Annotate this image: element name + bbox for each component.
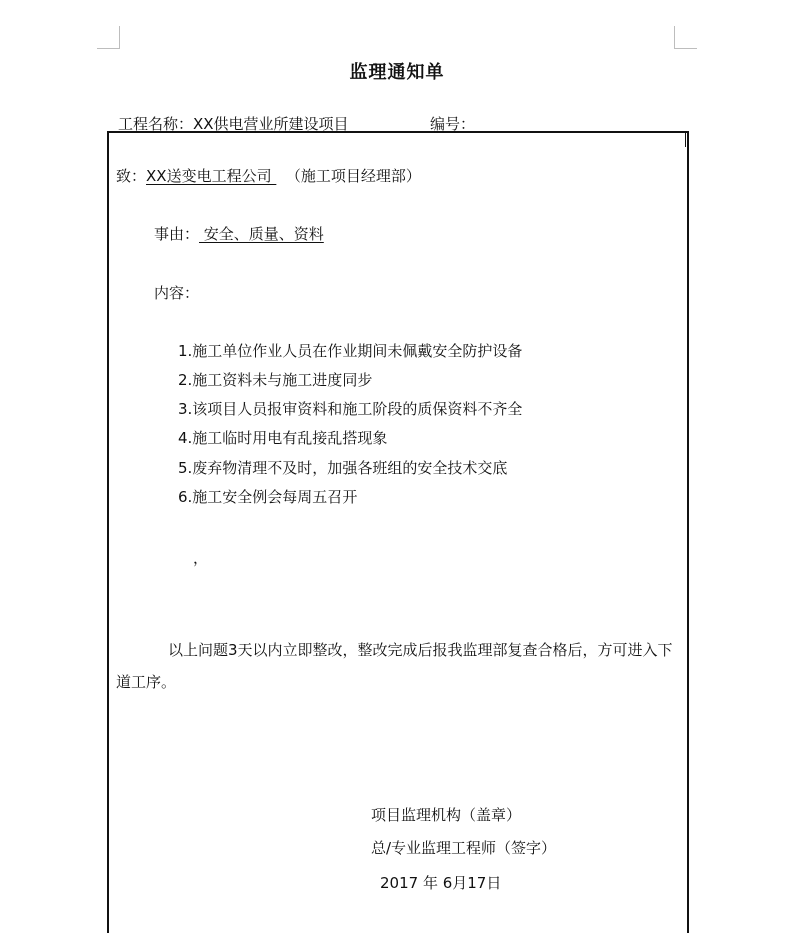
supervision-org-signature: 项目监理机构（盖章）: [371, 806, 522, 824]
recipient-department: （施工项目经理部）: [285, 167, 421, 185]
content-item: 4.施工临时用电有乱接乱搭现象: [178, 429, 388, 447]
issue-date: 2017 年 6月17日: [380, 874, 502, 892]
content-item: 5.废弃物清理不及时，加强各班组的安全技术交底: [178, 459, 508, 477]
engineer-signature: 总/专业监理工程师（签字）: [371, 839, 557, 857]
page-corner-mark-top-right: [674, 26, 697, 49]
reason-line: [154, 223, 324, 244]
project-name: 工程名称：XX供电营业所建设项目: [118, 115, 349, 133]
reason-label: 事由：: [154, 225, 200, 243]
page-corner-mark-top-left: [97, 26, 120, 49]
content-label: 内容：: [154, 284, 200, 302]
form-box-corner-tick: [685, 131, 686, 147]
document-number-label: 编号：: [430, 115, 476, 133]
content-item: 2.施工资料未与施工进度同步: [178, 371, 373, 389]
recipient-line: [116, 165, 421, 186]
reason-value: 安全、质量、资料: [199, 225, 324, 243]
content-item: 1.施工单位作业人员在作业期间未佩戴安全防护设备: [178, 342, 523, 360]
content-item: 3.该项目人员报审资料和施工阶段的质保资料不齐全: [178, 400, 523, 418]
content-item: 6.施工安全例会每周五召开: [178, 488, 358, 506]
conclusion-paragraph: 以上问题3天以内立即整改，整改完成后报我监理部复查合格后，方可进入下道工序。: [116, 641, 673, 691]
recipient-prefix: 致：: [116, 167, 147, 185]
document-title: 监理通知单: [349, 62, 445, 83]
stray-comma: ，: [193, 549, 209, 567]
recipient-company: XX送变电工程公司: [146, 167, 277, 185]
